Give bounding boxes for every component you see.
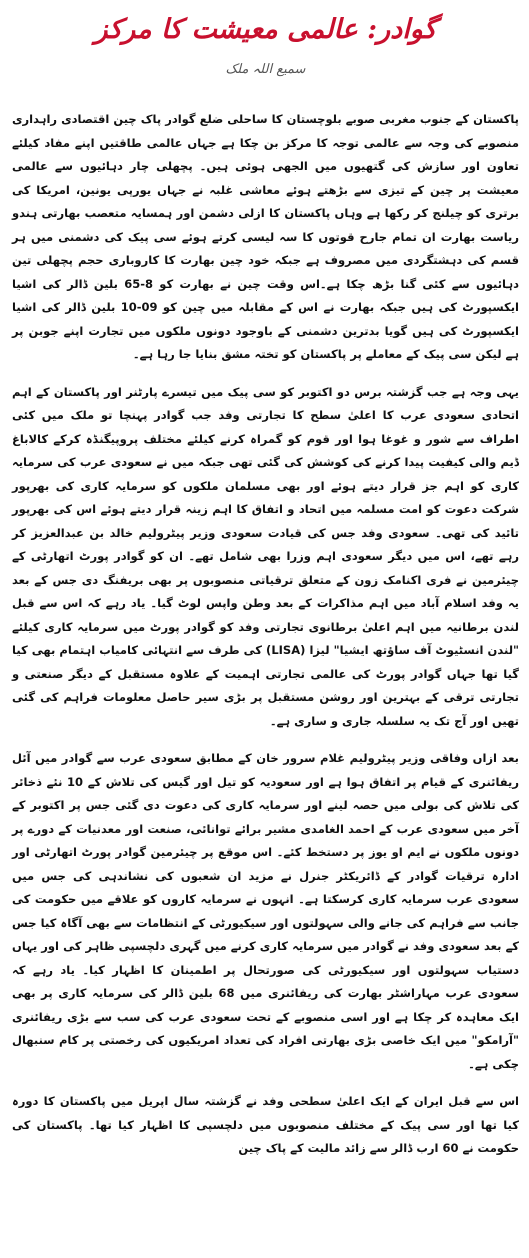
article-paragraph: یہی وجہ ہے جب گزشتہ برس دو اکتوبر کو سی پیک میں تیسرے پارٹنر اور پاکستان کے اہم اتحادی سعودی عرب کا اعلیٰ سطح کا تجارتی وفد جب گوادر پہنچا تو ملک میں کئی اطراف سے شور و غوغا ہوا اور قوم کو گمراہ کرنے کیلئے مختلف پروپیگنڈہ کرکے کالاباغ ڈیم والی کیفیت پیدا کرنے کی کوشش کی گئی تھی جبکہ میں نے سعودی عرب کی سرمایہ کاری کو اہم جز قرار دیتے ہوئے اور بھی مسلمان ملکوں کو سرمایہ کاری کی بھرپور شرکت دعوت کو امت مسلمہ میں اتحاد و اتفاق کا اہم زینہ قرار دیتے ہوئے اس کی بھرپور تائید کی تھی۔ سعودی وفد جس کی قیادت سعودی وزیر پیٹرولیم خالد بن عبدالعزیز کر رہے تھے، اس میں دیگر سعودی اہم وزرا بھی شامل تھے۔ ان کو گوادر پورٹ اتھارٹی کے چیئرمین نے فری اکنامک زون کے متعلق ترقیاتی منصوبوں پر بھی بریفنگ دی جس کے بعد یہ وفد اسلام آباد میں اہم مذاکرات کے بعد وطن واپس لوٹ گیا۔ یاد رہے کہ اس سے قبل لندن برطانیہ میں اہم اعلیٰ برطانوی تجارتی وفد کو گوادر پورٹ میں سرمایہ کاری کیلئے "لندن انسٹیوٹ آف ساؤتھ ایشیا" لیزا (LISA) کی طرف سے انتہائی کامیاب اہتمام بھی کیا گیا تھا جہاں گوادر پورٹ کی عالمی تجارتی اہمیت کے علاوہ مستقبل کے دیگر صنعتی و تجارتی ترقی کے بہترین اور روشن مستقبل پر بڑی سیر حاصل معلومات فراہم کی گئی تھیں اور آج تک یہ سلسلہ جاری و ساری ہے۔: [12, 384, 520, 728]
article-paragraph: پاکستان کے جنوب مغربی صوبے بلوچستان کا ساحلی ضلع گوادر پاک چین اقتصادی راہداری منصوبے کی وجہ سے عالمی توجہ کا مرکز بن چکا ہے جہاں عالمی طاقتیں اپنے مفاد کیلئے تعاون اور سازش کی گتھیوں میں الجھی ہوئی ہیں۔ پچھلی چار دہائیوں سے عالمی معیشت پر چین کے تیزی سے بڑھتے ہوئے معاشی غلبہ نے جہاں یورپی یونین، امریکا کی برتری کو چیلنج کر رکھا ہے وہاں پاکستان کا ازلی دشمن اور ہمسایہ متعصب بھارتی ہندو ریاست بھارت ان تمام جارح قوتوں کا سہ لیسی کرتے ہوئے سی پیک کی دشمنی میں ہر قسم کی دہشتگردی میں مصروف ہے جبکہ خود چین بھارت کا کاروباری حجم پچھلی تین دہائیوں سے کئی گنا بڑھ چکا ہے۔اس وقت چین نے بھارت کو 8-65 بلین ڈالر کی اشیا ایکسپورٹ کی ہیں جبکہ بھارت نے اس کے مقابلہ میں چین کو 09-10 بلین ڈالر کی اشیا ایکسپورٹ کی ہیں گویا بدترین دشمنی کے باوجود دونوں ملکوں میں تجارت اپنے جوبن پر ہے لیکن سی پیک کے معاملے پر پاکستان کو تختہ مشق بنایا جا رہا ہے۔: [12, 112, 519, 361]
article-paragraph: اس سے قبل ایران کے ایک اعلیٰ سطحی وفد نے گزشتہ سال اپریل میں پاکستان کا دورہ کیا تھا اور سی پیک کے مختلف منصوبوں میں دلچسپی کا اظہار کیا تھا۔ پاکستان کی حکومت نے 60 ارب ڈالر سے زائد مالیت کے پاک چین: [12, 1094, 519, 1155]
author-byline: سمیع اللہ ملک: [225, 62, 306, 77]
article-title: گوادر: عالمی معیشت کا مرکز: [94, 14, 437, 45]
article-paragraph: بعد ازاں وفاقی وزیر پیٹرولیم غلام سرور خان کے مطابق سعودی عرب سے گوادر میں آئل ریفائنری کے قیام پر اتفاق ہوا ہے اور سعودیہ کو تیل اور گیس کی تلاش کے 10 نئے ذخائر کی تلاش کی بولی میں حصہ لینے اور سرمایہ کاری کی دعوت دی گئی جس پر اکتوبر کے آخر میں سعودی عرب کے احمد الغامدی مشیر برائے توانائی، صنعت اور معدنیات کے دورے پر دونوں ملکوں نے ایم او یوز پر دستخط کئے۔ اس موقع پر چیئرمین گوادر پورٹ اتھارٹی اور ادارہ ترقیات گوادر کے ڈائریکٹر جنرل نے مزید ان شعبوں کی نشاندہی کی جس میں سعودی عرب سرمایہ کاری کرسکتا ہے۔ انہوں نے سرمایہ کاروں کو علاقے میں حکومت کی جانب سے فراہم کی جانے والی سہولتوں اور سیکیورٹی کے انتظامات سے بھی آگاہ کیا جس کے بعد سعودی وفد نے گوادر میں سرمایہ کاری کرنے میں گہری دلچسپی ظاہر کی اور یہاں دستیاب سہولتوں اور سیکیورٹی کی صورتحال پر اطمینان کا اظہار کیا۔ یاد رہے کہ سعودی عرب مہاراشٹر بھارت کی ریفائنری میں 68 بلین ڈالر کی سرمایہ کاری پر بھی ایک معاہدہ کر چکا ہے اور اسی منصوبے کے تحت سعودی عرب کی سب سے بڑی ریفائنری "آرامکو" میں ایک خاصی بڑی بھارتی افراد کی تعداد امریکیوں کی رخصتی پر کام سنبھال چکی ہے۔: [12, 751, 519, 1071]
article-body: [12, 108, 519, 1161]
